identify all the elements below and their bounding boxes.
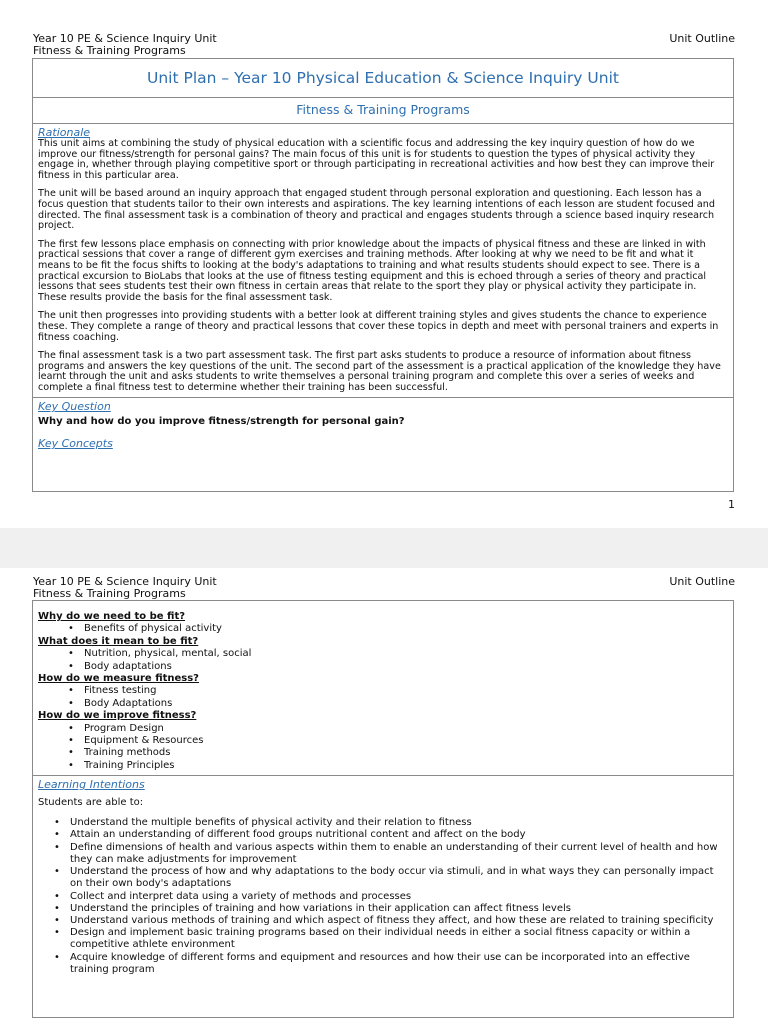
rationale-paragraph: This unit aims at combining the study of physical education with a scientific focus and addressing the key inquiry question of how do we improve our fitness/strength for personal gains? The main focus of this unit is for students to question the types of physical activity they engage in, whether through playing competitive sport or through participating in recreational activities and how best they can improve their fitness in this particular area.	[38, 138, 715, 181]
concept-question: Why do we need to be fit?	[38, 611, 186, 622]
page-header	[33, 33, 735, 57]
concept-item: • Training methods	[68, 747, 728, 759]
learning-intention-item: • Understand the process of how and why adaptations to the body occur via stimuli, and in what ways they can personally impact on their own body's adaptations	[54, 866, 728, 890]
page-number: 1	[728, 498, 735, 511]
learning-intention-item: • Design and implement basic training programs based on their individual needs in either a social fitness capacity or within a competitive athlete environment	[54, 927, 728, 951]
concept-item: • Benefits of physical activity	[68, 623, 728, 635]
learning-intention-item: • Attain an understanding of different food groups nutritional content and affect on the body	[54, 829, 728, 841]
concept-item: • Body adaptations	[68, 661, 728, 673]
page-header	[33, 576, 735, 600]
rationale-paragraph: The first few lessons place emphasis on connecting with prior knowledge about the impacts of physical fitness and these are linked in with practical sessions that cover a range of different gym exercises and training methods. After looking at why we need to be fit and what it means to be fit the focus shifts to looking at the body's adaptations to training and what results students should expect to see. There is a practical excursion to BioLabs that looks at the use of fitness testing equipment and this is echoed through a series of theory and practical lessons that sees students test their own fitness in certain areas that relate to the sport they play or physical activity they participate in. These results provide the basis for the final assessment task.	[38, 238, 707, 303]
header-unit-subtitle: Fitness & Training Programs	[33, 44, 186, 57]
header-unit-title: Year 10 PE & Science Inquiry Unit	[33, 575, 217, 588]
concept-item: • Equipment & Resources	[68, 735, 728, 747]
unit-plan-table-continued	[32, 600, 734, 1018]
page-subtitle: Fitness & Training Programs	[33, 98, 733, 124]
concept-item: • Nutrition, physical, mental, social	[68, 648, 728, 660]
key-question-section	[33, 398, 733, 450]
key-concepts-list	[33, 601, 733, 776]
learning-intentions-section	[33, 776, 733, 976]
learning-intention-item: • Define dimensions of health and various aspects within them to enable an understanding of their current level of health and how they can make adjustments for improvement	[54, 842, 728, 866]
page-title: Unit Plan – Year 10 Physical Education & Science Inquiry Unit	[33, 59, 733, 98]
header-unit-subtitle: Fitness & Training Programs	[33, 587, 186, 600]
rationale-paragraph: The unit then progresses into providing students with a better look at different training styles and gives students the chance to experience these. They complete a range of theory and practical lessons that cover these topics in depth and meet with personal trainers and experts in fitness coaching.	[38, 310, 719, 343]
rationale-paragraph: The final assessment task is a two part assessment task. The first part asks students to produce a resource of information about fitness programs and answers the key questions of the unit. The second part of the assessment is a practical application of the knowledge they have learnt through the unit and asks students to write themselves a personal training program and complete this over a series of weeks and complete a final fitness test to determine whether their training has been successful.	[38, 350, 721, 393]
rationale-heading: Rationale	[38, 126, 91, 139]
key-question-heading: Key Question	[38, 400, 111, 414]
header-unit-title: Year 10 PE & Science Inquiry Unit	[33, 32, 217, 45]
concept-item: • Training Principles	[68, 760, 728, 772]
concept-question: How do we measure fitness?	[38, 673, 199, 685]
learning-intention-item: • Collect and interpret data using a variety of methods and processes	[54, 891, 728, 903]
concept-item: • Program Design	[68, 723, 728, 735]
learning-intention-item: • Acquire knowledge of different forms and equipment and resources and how their use can be incorporated into an effective training program	[54, 952, 728, 976]
header-doc-type: Unit Outline	[669, 32, 735, 45]
rationale-section	[33, 124, 733, 398]
learning-intentions-intro: Students are able to:	[38, 797, 144, 809]
concept-question: How do we improve fitness?	[38, 710, 197, 722]
unit-plan-table	[32, 58, 734, 492]
rationale-paragraph: The unit will be based around an inquiry approach that engaged student through personal exploration and questioning. Each lesson has a focus question that students tailor to their own interests and aspirations. The key learning intentions of each lesson are student focused and directed. The final assessment task is a combination of theory and practical and engages students through a science based inquiry research project.	[38, 188, 715, 232]
learning-intention-item: • Understand the multiple benefits of physical activity and their relation to fitness	[54, 817, 728, 829]
concept-item: • Body Adaptations	[68, 698, 728, 710]
learning-intention-item: • Understand the principles of training and how variations in their application can affect fitness levels	[54, 903, 728, 915]
header-doc-type: Unit Outline	[669, 575, 735, 588]
document-page-2	[0, 568, 768, 1024]
key-concepts-heading: Key Concepts	[38, 437, 113, 451]
concept-question: What does it mean to be fit?	[38, 635, 199, 647]
learning-intention-item: • Understand various methods of training and which aspect of fitness they affect, and how these are related to training specificity	[54, 915, 728, 927]
concept-item: • Fitness testing	[68, 685, 728, 697]
key-question-text: Why and how do you improve fitness/strength for personal gain?	[38, 416, 405, 428]
learning-intentions-heading: Learning Intentions	[38, 778, 145, 792]
